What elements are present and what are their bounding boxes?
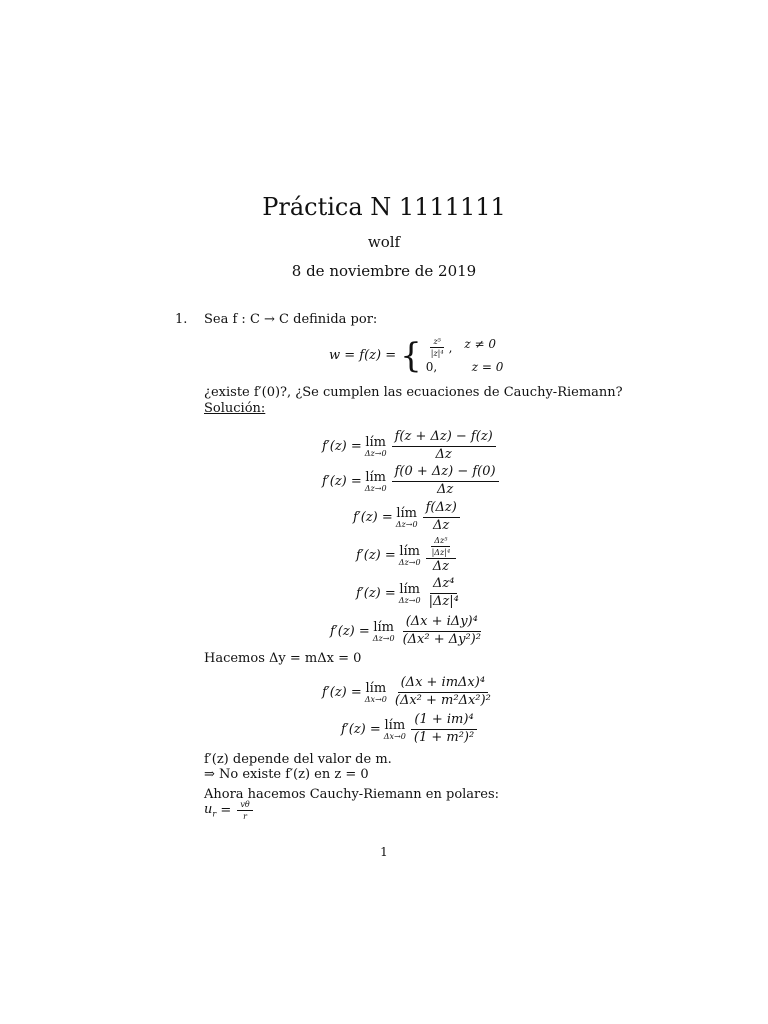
step-2	[322, 465, 501, 498]
brace: {	[400, 335, 422, 376]
step-lhs: f′(z) =	[341, 721, 381, 737]
step-3	[353, 501, 462, 534]
step-6	[330, 615, 486, 648]
date: 8 de noviembre de 2019	[291, 262, 477, 280]
equals-sign: =	[216, 803, 236, 819]
limit	[365, 470, 387, 493]
step-lhs: f′(z) =	[322, 473, 362, 489]
step-lhs: f′(z) =	[322, 438, 362, 454]
lim-sub: Δz→0	[364, 483, 387, 493]
limit	[365, 435, 387, 458]
case-row-1	[426, 337, 504, 358]
limit	[365, 681, 387, 704]
problem-number: 1.	[175, 312, 188, 327]
conclusion-1: f′(z) depende del valor de m.	[204, 752, 392, 767]
frac-den: Δz	[432, 559, 449, 575]
step-8	[341, 713, 479, 746]
u-symbol: u	[204, 802, 213, 818]
frac-den: r	[243, 812, 247, 822]
step-7	[322, 676, 496, 709]
step-4	[356, 536, 458, 575]
nested-den: |Δz|⁴	[431, 548, 451, 558]
case1-fraction	[428, 337, 447, 358]
lim-sub: Δz→0	[364, 448, 387, 458]
polar-fraction	[237, 800, 252, 821]
problem-intro: Sea f : C → C definida por:	[204, 312, 378, 327]
polar-lhs	[204, 802, 216, 819]
lim-word: lím	[396, 505, 417, 521]
frac-den: (Δx² + Δy²)²	[402, 631, 481, 647]
polar-text: Ahora hacemos Cauchy-Riemann en polares:	[204, 787, 500, 802]
lim-word: lím	[384, 717, 406, 733]
frac-den: (Δx² + m²Δx²)²	[394, 692, 491, 708]
lim-sub: Δx→0	[364, 694, 387, 704]
definition-lhs: w = f(z) =	[329, 348, 397, 364]
case1-num: z⁵	[430, 337, 443, 348]
lim-word: lím	[365, 680, 387, 696]
step-5	[356, 577, 464, 610]
polar-equation	[204, 800, 255, 821]
frac-den: Δz	[435, 446, 452, 462]
frac-num: f(z + Δz) − f(z)	[392, 430, 496, 447]
lim-word: lím	[365, 469, 386, 485]
limit	[384, 718, 406, 741]
frac-num: f(0 + Δz) − f(0)	[392, 465, 499, 482]
case-row-2	[426, 360, 504, 374]
cases	[426, 337, 504, 374]
conclusion-2: ⇒ No existe f′(z) en z = 0	[204, 767, 369, 782]
nested-fraction	[429, 536, 454, 557]
frac-num: (1 + im)⁴	[411, 713, 476, 730]
step-fraction	[400, 615, 484, 648]
frac-den: Δz	[436, 481, 454, 497]
solution-label: Solución:	[204, 401, 266, 416]
limit	[399, 544, 421, 567]
lim-sub: Δz→0	[395, 519, 418, 529]
step-lhs: f′(z) =	[356, 548, 396, 564]
limit	[399, 582, 421, 605]
lim-word: lím	[399, 581, 420, 597]
lim-word: lím	[399, 544, 420, 560]
limit	[396, 506, 418, 529]
case1-suffix: ,	[448, 340, 453, 355]
step-fraction	[423, 501, 460, 534]
step-lhs: f′(z) =	[330, 623, 370, 639]
case2-condition: z = 0	[471, 360, 504, 375]
frac-num: (Δx + imΔx)⁴	[398, 676, 488, 693]
definition-equation	[329, 337, 503, 374]
r-subscript: r	[212, 809, 217, 819]
step-fraction	[392, 676, 494, 709]
nested-num: Δz⁵	[431, 536, 450, 547]
step-fraction	[426, 577, 462, 610]
frac-num: Δz⁴	[430, 577, 457, 594]
case1-den: |z|⁴	[430, 349, 444, 359]
page-title: Práctica N 1111111	[262, 193, 506, 221]
case1-condition: z ≠ 0	[464, 337, 497, 351]
author: wolf	[367, 233, 401, 251]
lim-sub: Δz→0	[372, 633, 395, 643]
frac-den: (1 + m²)²	[413, 729, 475, 745]
step-lhs: f′(z) =	[356, 585, 396, 601]
step-fraction	[411, 713, 477, 746]
page-number: 1	[380, 845, 388, 859]
step-fraction	[392, 465, 499, 498]
step-fraction	[426, 536, 457, 575]
case2-value: 0,	[425, 360, 438, 375]
lim-sub: Δz→0	[398, 558, 421, 568]
lim-sub: Δx→0	[383, 731, 406, 741]
step-lhs: f′(z) =	[353, 509, 393, 525]
frac-num: f(Δz)	[423, 501, 460, 518]
step-fraction	[392, 430, 496, 463]
lim-word: lím	[365, 434, 386, 450]
frac-num: (Δx + iΔy)⁴	[403, 615, 481, 632]
question-text: ¿existe f′(0)?, ¿Se cumplen las ecuaciones de Cauchy-Riemann?	[204, 385, 623, 400]
substitution-text: Hacemos Δy = mΔx = 0	[204, 651, 362, 666]
frac-num: vθ	[237, 800, 252, 811]
step-1	[322, 430, 498, 463]
lim-word: lím	[373, 619, 394, 635]
frac-den: Δz	[433, 517, 450, 533]
lim-sub: Δz→0	[398, 595, 421, 605]
frac-den: |Δz|⁴	[428, 593, 459, 609]
step-lhs: f′(z) =	[322, 684, 362, 700]
limit	[373, 620, 395, 643]
frac-num	[426, 536, 457, 559]
